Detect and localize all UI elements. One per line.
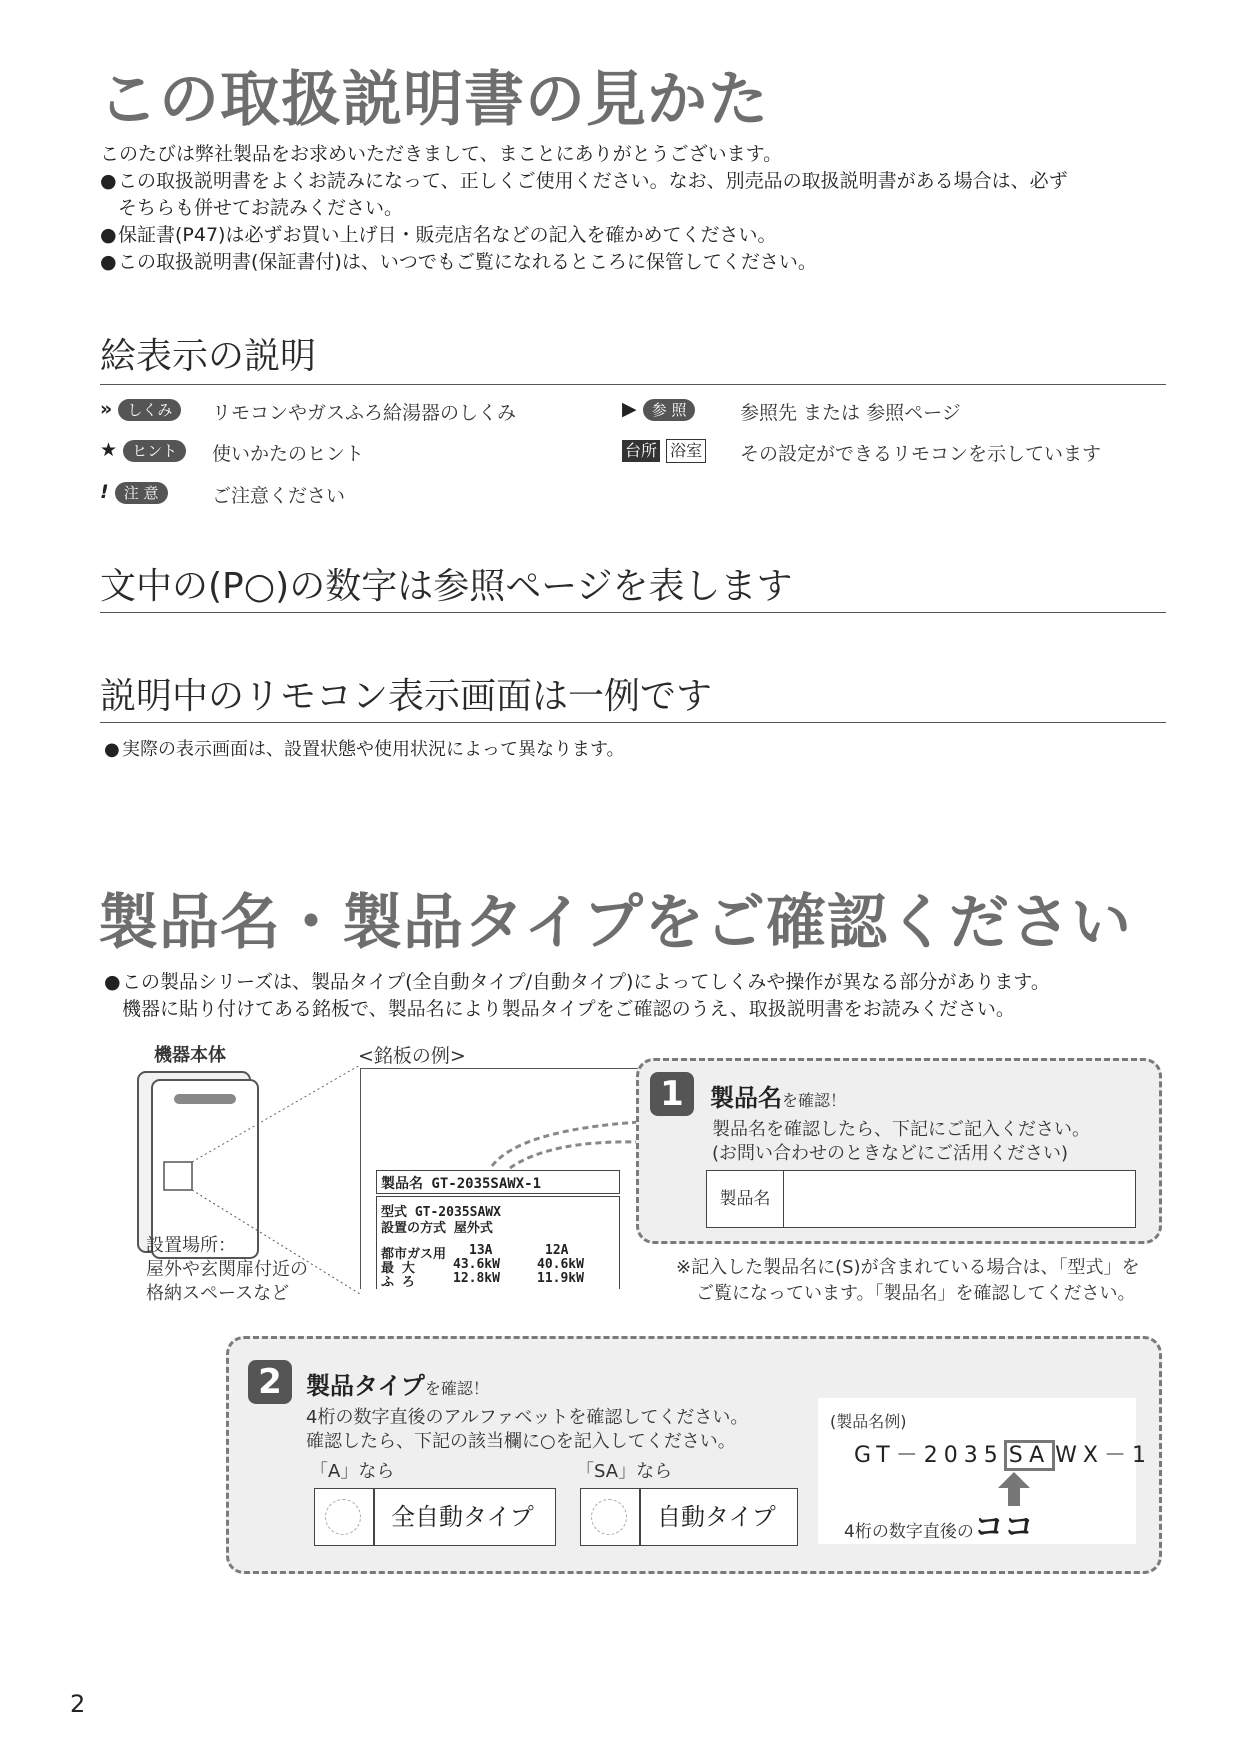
note-line-1: ※記入した製品名に(S)が含まれている場合は、「型式」を [676,1257,1140,1278]
kitchen-tag: 台所 [622,440,660,462]
reference-tag: 参 照 [643,399,696,421]
nameplate-spec-box: 型式 GT-2035SAWX 設置の方式 屋外式 都市ガス用 13A 12A 最 大 43.6kW 40.6kW ふ ろ 12.8kW 11.9kW [376,1196,620,1289]
nameplate-caption: <銘板の例> [358,1045,466,1067]
step1-desc-1: 製品名を確認したら、下記にご記入ください。 [712,1119,1090,1140]
option-a-row[interactable] [314,1488,556,1546]
option-a-type: 全自動タイプ [391,1503,534,1531]
caution-tag: 注 意 [115,482,168,504]
legend-shikumi-text: リモコンやガスふろ給湯器のしくみ [212,402,517,424]
step1-desc-2: (お問い合わせのときなどにご活用ください) [712,1143,1069,1164]
step2-title: 製品タイプを確認！ [306,1372,489,1400]
legend-hint-text: 使いかたのヒント [212,443,365,465]
install-location-3: 格納スペースなど [146,1283,290,1304]
divider [373,1489,375,1545]
example-model-code: GT－2035 SA WX－1 [854,1438,1152,1469]
divider [100,612,1166,613]
step1-number: 1 [650,1072,694,1116]
legend-location [622,439,706,463]
screen-bullet: ● 実際の表示画面は、設置状態や使用状況によって異なります。 [104,739,625,760]
double-chevron-icon: » [100,398,113,420]
option-sa-type: 自動タイプ [657,1503,776,1531]
example-caption: (製品名例) [830,1412,907,1431]
divider [100,722,1166,723]
option-sa-label: 「SA」なら [576,1461,673,1482]
intro-bullet-1-cont: そちらも併せてお読みください。 [118,197,404,219]
play-triangle-icon: ▶ [622,398,637,420]
option-sa-circle-mark[interactable] [591,1499,627,1535]
divider [100,384,1166,385]
confirm-title: 製品名・製品タイプをご確認ください [98,888,1132,958]
confirm-intro-1: ●この製品シリーズは、製品タイプ(全自動タイプ/自動タイプ)によってしくみや操作が異なる部分があります。 [104,971,1050,993]
shikumi-tag: しくみ [118,399,181,421]
nameplate-product-name-box: 製品名 GT-2035SAWX-1 [376,1170,620,1194]
hint-tag: ヒント [123,440,186,462]
product-name-field-label: 製品名 [707,1171,784,1227]
divider [639,1489,641,1545]
install-location-2: 屋外や玄関扉付近の [146,1259,308,1280]
option-sa-row[interactable] [580,1488,798,1546]
legend-reference [622,398,695,421]
option-a-label: 「A」なら [310,1461,395,1482]
note-line-2: ご覧になっています。「製品名」を確認してください。 [696,1283,1136,1304]
intro-bullet-3: ●この取扱説明書(保証書付)は、いつでもご覧になれるところに保管してください。 [100,251,817,273]
confirm-intro-2: 機器に貼り付けてある銘板で、製品名により製品タイプをご確認のうえ、取扱説明書をお読みください。 [122,998,1015,1020]
section-title-icons: 絵表示の説明 [100,336,317,377]
install-location-1: 設置場所： [146,1235,236,1256]
star-icon: ★ [100,439,118,461]
section-title-screen: 説明中のリモコン表示画面は一例です [100,676,713,717]
step1-title: 製品名を確認！ [710,1084,847,1112]
product-name-field[interactable] [706,1170,1136,1228]
product-name-example [818,1398,1152,1545]
intro-bullet-2: ●保証書(P47)は必ずお買い上げ日・販売店名などの記入を確かめてください。 [100,224,777,246]
device-label: 機器本体 [154,1045,226,1066]
example-highlight: SA [1004,1440,1055,1471]
legend-shikumi [100,398,181,421]
step2-desc-2: 確認したら、下記の該当欄に○を記入してください。 [306,1431,736,1452]
bath-tag: 浴室 [666,439,706,463]
step2-number: 2 [248,1360,292,1404]
section-title-page-ref: 文中の(P○)の数字は参照ページを表します [100,566,793,607]
exclamation-icon: ! [100,481,109,503]
legend-location-text: その設定ができるリモコンを示しています [740,443,1102,465]
pointer-dashed-lines [490,1110,650,1170]
legend-caution [100,481,168,504]
intro-bullet-1: ●この取扱説明書をよくお読みになって、正しくご使用ください。なお、別売品の取扱説明書がある場合は、必ず [100,170,1068,192]
legend-caution-text: ご注意ください [212,485,346,507]
option-a-circle-mark[interactable] [325,1499,361,1535]
legend-reference-text: 参照先 または 参照ページ [740,402,961,424]
step2-desc-1: 4桁の数字直後のアルファベットを確認してください。 [306,1407,749,1428]
page-number: 2 [70,1690,86,1718]
legend-hint [100,439,186,462]
intro-text: このたびは弊社製品をお求めいただきまして、まことにありがとうございます。 [100,143,783,165]
page-title: この取扱説明書の見かた [98,65,769,135]
example-pointer-text: 4桁の数字直後のココ [844,1510,1034,1545]
